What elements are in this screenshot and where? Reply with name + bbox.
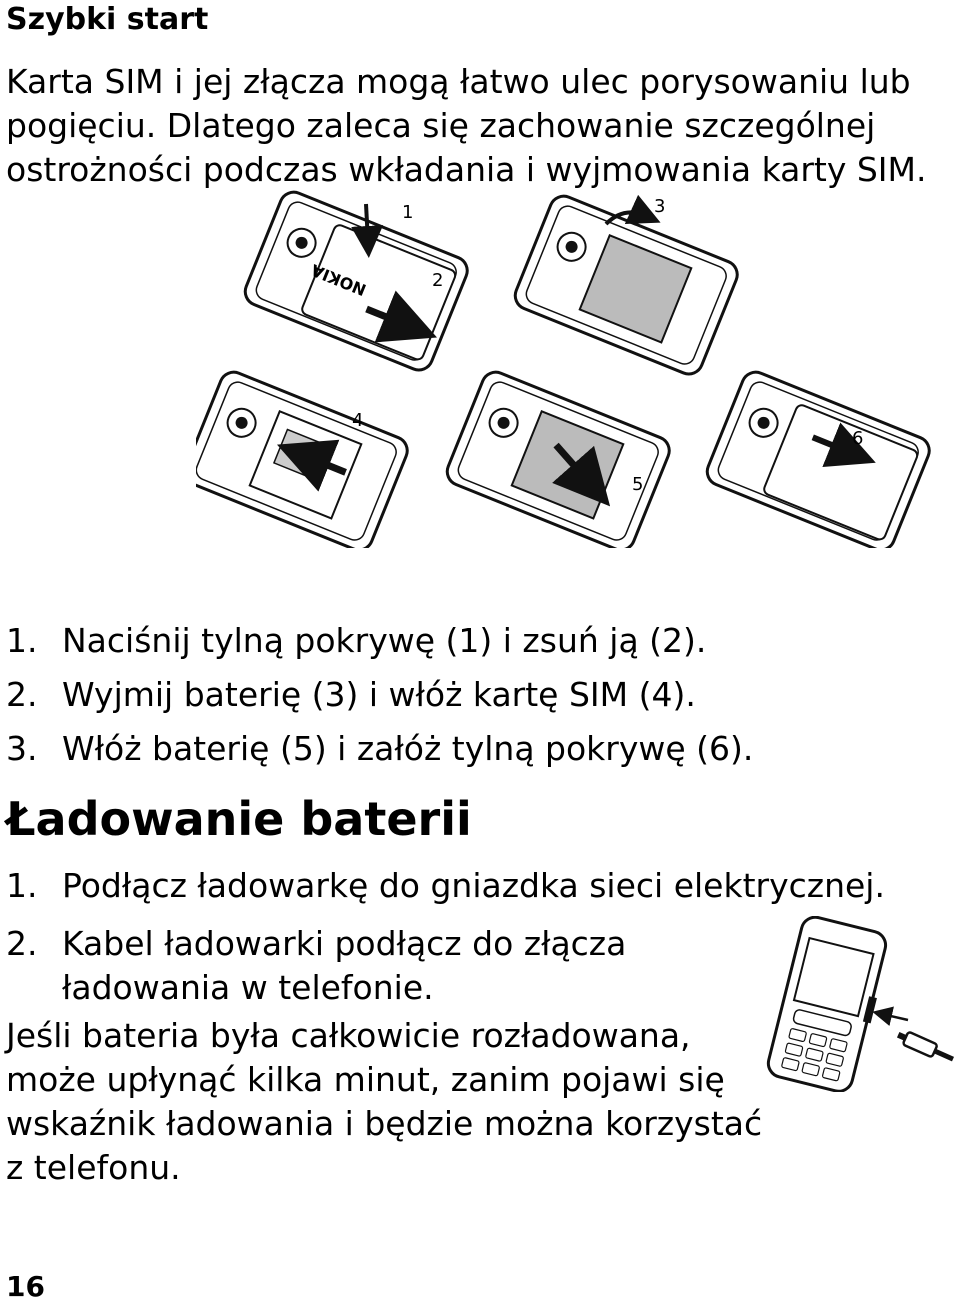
step-number: 3.: [6, 729, 38, 768]
callout-label: 4: [352, 410, 364, 431]
step-text: Wyjmij baterię (3) i włóż kartę SIM (4).: [62, 675, 696, 714]
intro-line: Karta SIM i jej złącza mogą łatwo ulec porysowaniu lub: [6, 62, 911, 101]
step-text: Włóż baterię (5) i załóż tylną pokrywę (6).: [62, 729, 754, 768]
list-item: [6, 864, 906, 908]
logo-text: NOKIA: [308, 260, 369, 300]
list-item: [6, 722, 946, 776]
list-item: [6, 668, 946, 722]
callout-label: 3: [654, 196, 666, 217]
step-number: 2.: [6, 924, 38, 963]
page-number: 16: [6, 1270, 45, 1303]
phone-back-illustration: [196, 368, 411, 548]
sim-steps-list: [6, 614, 946, 776]
step-text: Podłącz ładowarkę do gniazdka sieci elektrycznej.: [62, 866, 885, 905]
charger-connection-illustration: [766, 916, 956, 1092]
intro-line: ostrożności podczas wkładania i wyjmowania karty SIM.: [6, 150, 927, 189]
step-number: 2.: [6, 675, 38, 714]
page-header: Szybki start: [6, 2, 209, 37]
closing-paragraph: Jeśli bateria była całkowicie rozładowana, może upłynąć kilka minut, zanim pojawi się wskaźnik ładowania i będzie można korzystać z telefonu.: [6, 1016, 763, 1187]
step-number: 1.: [6, 621, 38, 660]
intro-paragraph: [6, 60, 946, 192]
callout-label: 6: [852, 428, 864, 449]
list-item: [6, 922, 706, 1010]
callout-label: 2: [432, 270, 444, 291]
step-text: Naciśnij tylną pokrywę (1) i zsuń ją (2).: [62, 621, 707, 660]
sim-installation-illustration: [196, 188, 956, 548]
phone-back-illustration: [511, 192, 741, 378]
callout-label: 1: [402, 202, 414, 223]
step-text: Kabel ładowarki podłącz do złącza ładowania w telefonie.: [62, 924, 627, 1007]
step-number: 1.: [6, 866, 38, 905]
section-heading: Ładowanie baterii: [6, 792, 472, 846]
list-item: [6, 614, 946, 668]
intro-line: pogięciu. Dlatego zaleca się zachowanie szczególnej: [6, 106, 876, 145]
phone-back-illustration: [703, 368, 933, 548]
callout-label: 5: [632, 474, 644, 495]
phone-back-illustration: [443, 368, 673, 548]
